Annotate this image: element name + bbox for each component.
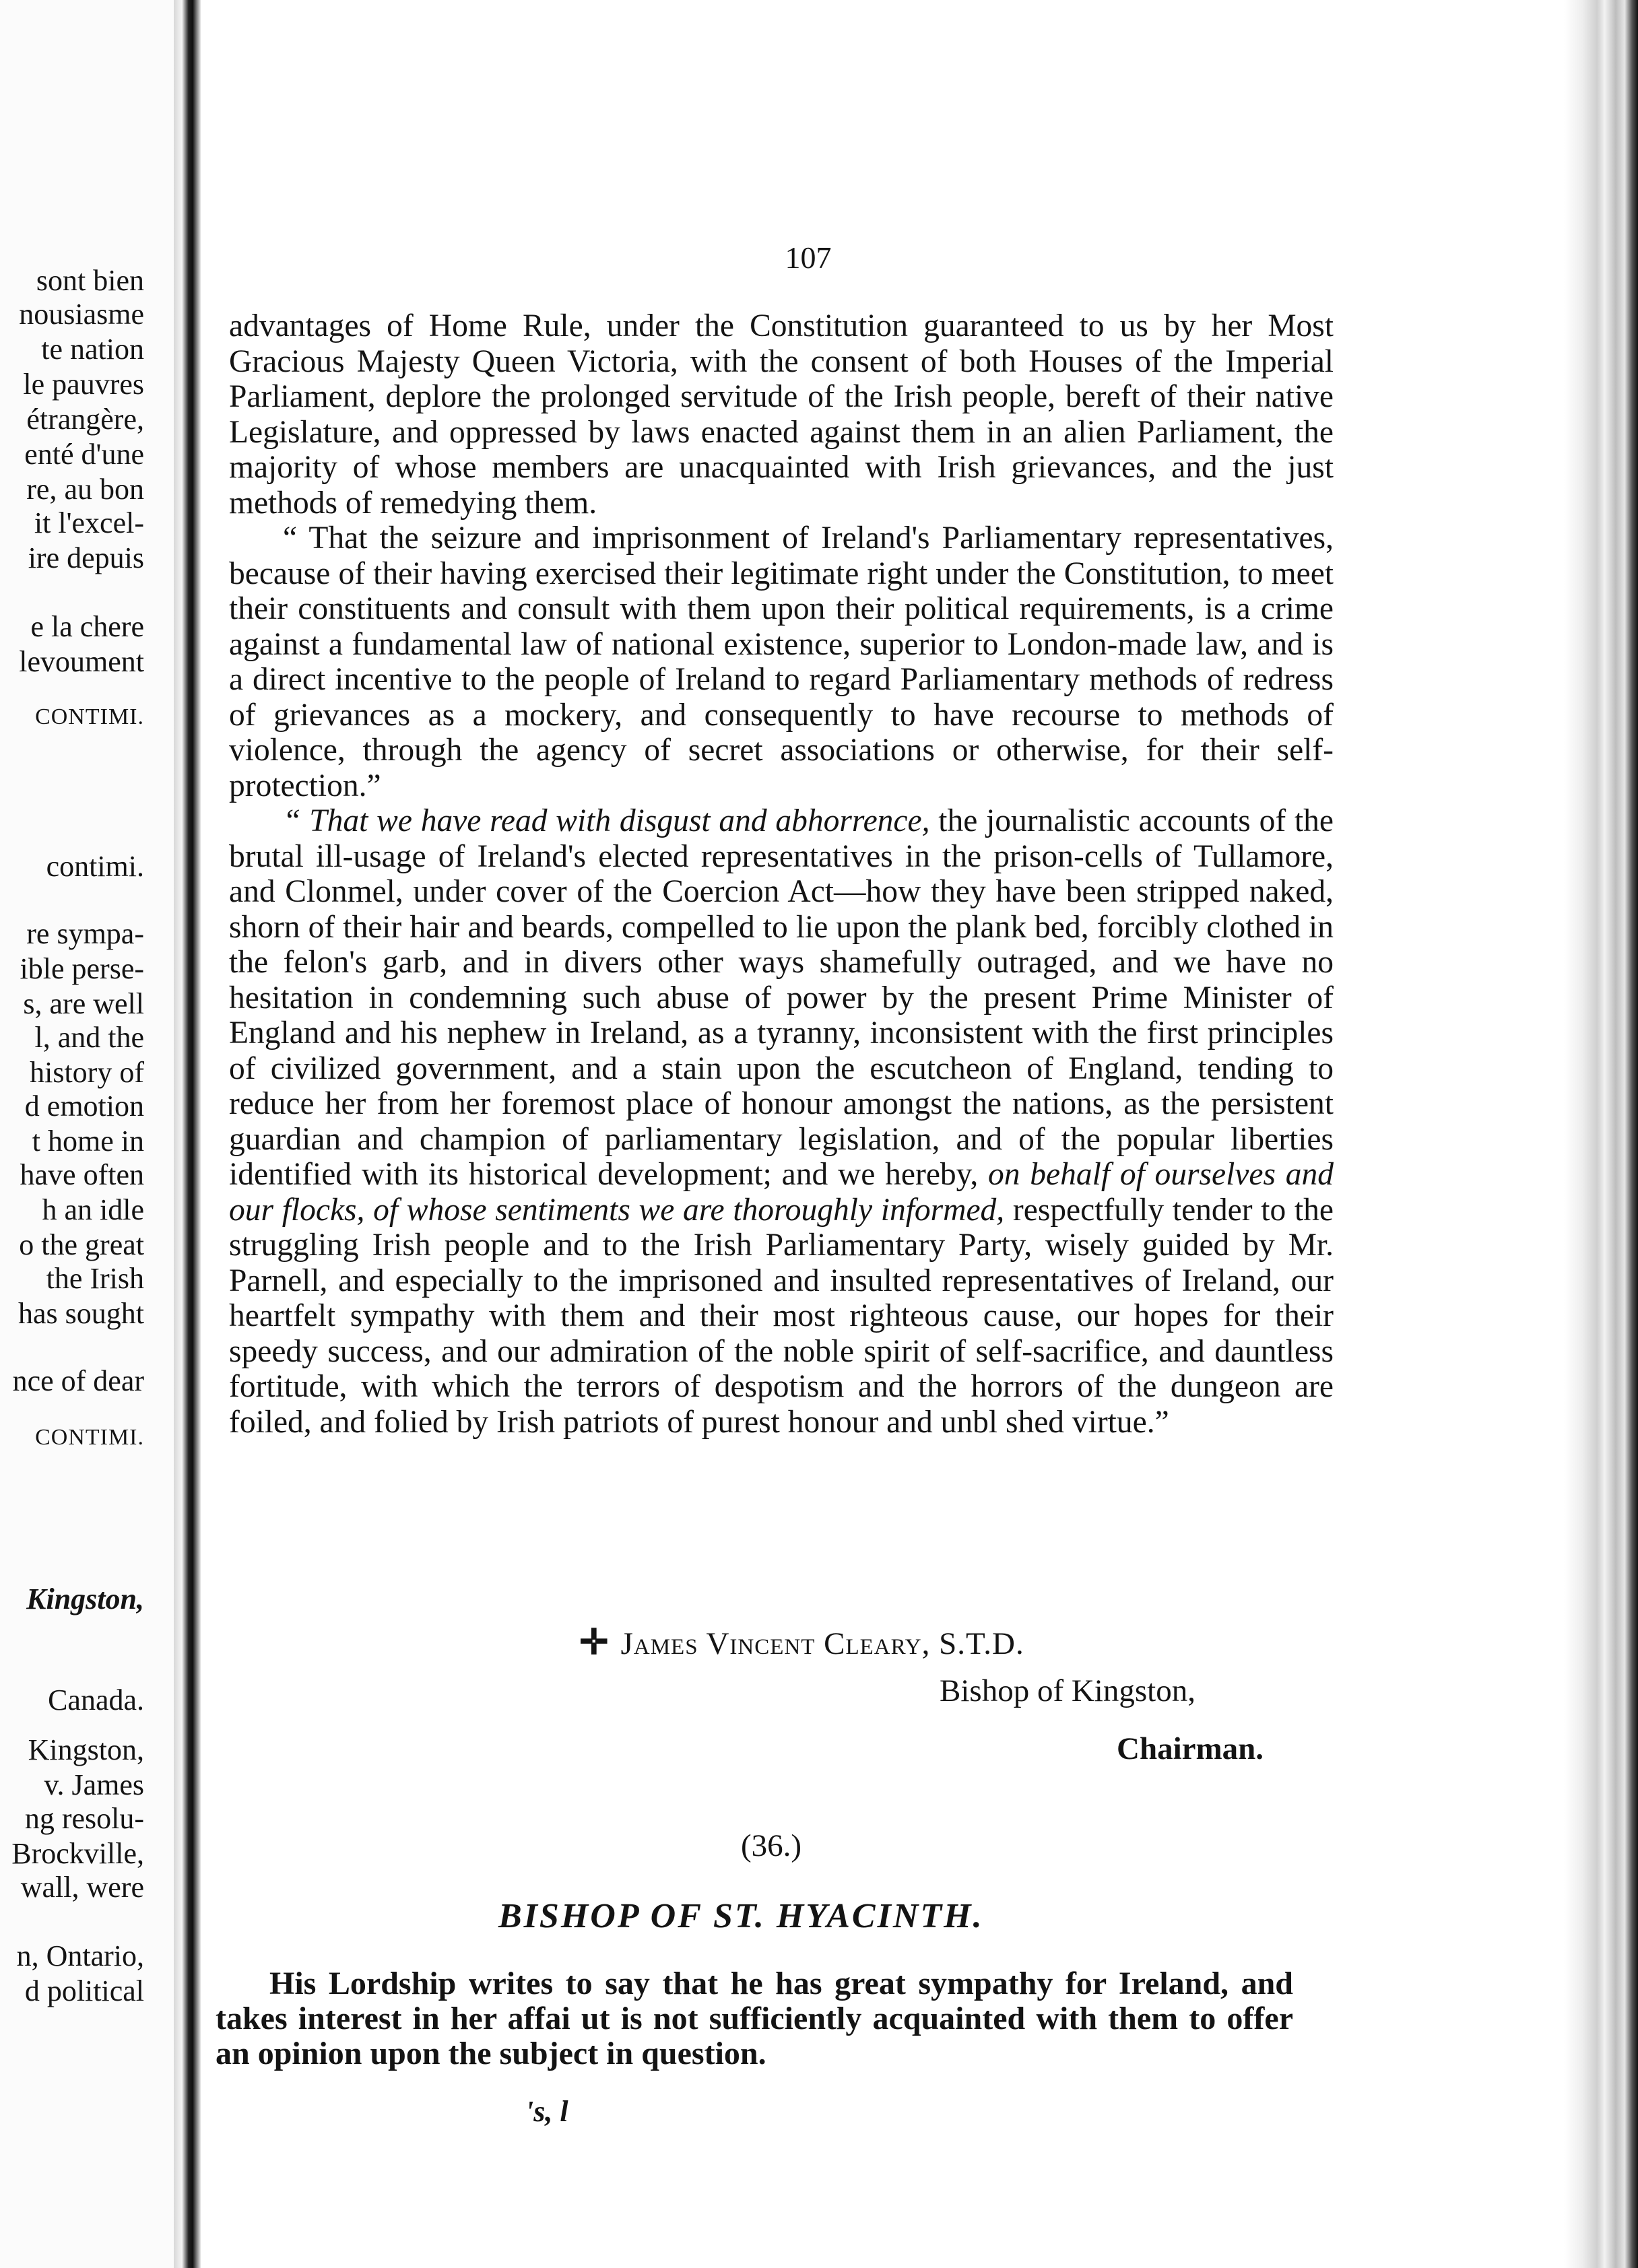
- footer-marks: 's, l: [525, 2095, 568, 2128]
- left-page-line: nce of dear: [12, 1364, 144, 1397]
- left-page-line: re, au bon: [26, 473, 144, 506]
- left-page-line: CONTIMI.: [35, 1425, 144, 1450]
- paragraph-3-italic-lead: “ That we have read with disgust and abhorrence,: [283, 803, 930, 838]
- left-page-line: Kingston,: [26, 1582, 144, 1615]
- left-page-line: enté d'une: [24, 438, 144, 471]
- left-page-line: o the great: [19, 1228, 144, 1261]
- facing-page-left: [0, 0, 174, 2268]
- paragraph-2: “ That the seizure and imprisonment of Ireland's Parliamentary representatives, because of their having exercised their legitimate right under the Constitution, to meet their constituents and consult with them upon their political requirements, is a crime against a fundamental law of national existence, superior to London-made law, and is a direct incentive to the people of Ireland to regard Parliamentary methods of redress of grievances as a mockery, and consequently to have recourse to methods of violence, through the agency of secret associations or otherwise, for their self-protection.”: [229, 521, 1334, 803]
- left-page-line: the Irish: [46, 1262, 144, 1295]
- body-text: [229, 308, 1334, 1440]
- left-page-line: have often: [20, 1158, 144, 1191]
- left-page-line: sont bien: [36, 264, 144, 297]
- left-page-line: wall, were: [20, 1871, 144, 1904]
- paragraph-3-text-end: respectfully tender to the struggling Irish people and to the Irish Parliamentary Party, wisely guided by Mr. Parnell, and especially to the imprisoned and insulted representatives of Ireland, our heartfelt sympathy with them and their most righteous cause, our hopes for their speedy success, and our admiration of the noble spirit of self-sacrifice, and dauntless fortitude, with which the terrors of despotism and the horrors of the dungeon are foiled, and folied by Irish patriots of purest honour and unbl shed virtue.”: [229, 1192, 1334, 1440]
- left-page-line: re sympa-: [26, 917, 144, 950]
- left-page-line: has sought: [18, 1297, 144, 1330]
- left-page-line: n, Ontario,: [16, 1939, 144, 1972]
- left-page-line: s, are well: [23, 987, 144, 1020]
- left-page-line: te nation: [41, 333, 144, 366]
- left-page-line: CONTIMI.: [35, 704, 144, 729]
- left-page-line: it l'excel-: [34, 506, 144, 539]
- left-page-line: Kingston,: [28, 1733, 144, 1766]
- left-page-line: v. James: [44, 1768, 144, 1801]
- signatory-title: Bishop of Kingston,: [940, 1673, 1195, 1708]
- left-page-line: Brockville,: [11, 1837, 144, 1870]
- left-page-line: d emotion: [24, 1090, 144, 1123]
- left-page-line: ire depuis: [28, 541, 144, 574]
- left-page-line: ible perse-: [20, 952, 144, 985]
- left-page-line: contimi.: [46, 850, 144, 883]
- left-page-line: levoument: [19, 645, 144, 678]
- left-page-line: étrangère,: [26, 403, 144, 436]
- left-page-line: le pauvres: [23, 368, 144, 401]
- signatory-name: James Vincent Cleary, S.T.D.: [620, 1626, 1024, 1661]
- left-page-line: d political: [24, 1974, 144, 2007]
- section-paragraph: His Lordship writes to say that he has great sympathy for Ireland, and takes interest in her affai ut is not sufficiently acquainted with them to offer an opinion upon the subject in question.: [216, 1966, 1293, 2071]
- left-page-line: ng resolu-: [24, 1802, 144, 1835]
- main-page: [216, 0, 1536, 2268]
- page-number: 107: [785, 240, 832, 275]
- left-page-line: h an idle: [42, 1193, 144, 1226]
- page-edge-right: [1564, 0, 1638, 2268]
- signatory-role: Chairman.: [1117, 1731, 1264, 1766]
- left-page-line: Canada.: [48, 1683, 144, 1716]
- left-page-line: history of: [30, 1056, 144, 1089]
- section-text: [216, 1966, 1293, 2071]
- left-page-line: e la chere: [30, 610, 144, 643]
- left-page-line: t home in: [32, 1125, 144, 1158]
- paragraph-3: [229, 803, 1334, 1440]
- left-page-line: l, and the: [34, 1021, 144, 1054]
- section-title: BISHOP OF ST. HYACINTH.: [498, 1897, 984, 1935]
- paragraph-1: advantages of Home Rule, under the Constitution guaranteed to us by her Most Gracious Majesty Queen Victoria, with the consent of both Houses of the Imperial Parliament, deplore the prolonged servitude of the Irish people, bereft of their native Legislature, and oppressed by laws enacted against them in an alien Parliament, the majority of whose members are unacquainted with Irish grievances, and the just methods of remedying them.: [229, 308, 1334, 521]
- paragraph-3-text: the journalistic accounts of the brutal ill-usage of Ireland's elected representatives in the prison-cells of Tullamore, and Clonmel, under cover of the Coercion Act—how they have been stripped naked, shorn of their hair and beards, compelled to lie upon the plank bed, forcibly clothed in the felon's garb, and in divers other ways shamefully outraged, and we have no hesitation in condemning such abuse of power by the present Prime Minister of England and his nephew in Ireland, as a tyranny, inconsistent with the first principles of civilized government, and a stain upon the escutcheon of England, tending to reduce her from her foremost place of honour amongst the nations, as the persistent guardian and champion of parliamentary legislation, and of the popular liberties identified with its historical development; and we hereby,: [229, 803, 1334, 1192]
- episcopal-cross-icon: ✛: [579, 1624, 609, 1662]
- left-page-line: nousiasme: [19, 298, 144, 331]
- paragraph-3-italic-mid: on behalf of ourselves and our flocks, of whose sentiments we are thoroughly informed,: [229, 1157, 1334, 1228]
- book-gutter: [174, 0, 201, 2268]
- section-number: (36.): [741, 1828, 802, 1863]
- signature-line: [579, 1624, 1024, 1663]
